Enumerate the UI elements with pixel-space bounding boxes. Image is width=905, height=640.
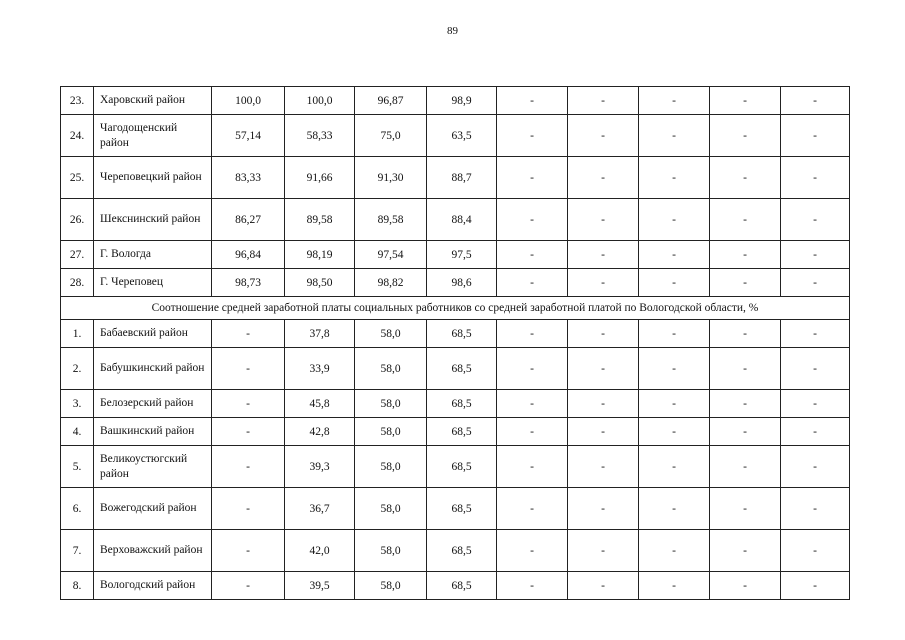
empty-value-cell: - xyxy=(710,320,781,348)
empty-value-cell: - xyxy=(568,115,639,157)
value-cell: 96,87 xyxy=(355,87,427,115)
value-cell: 58,0 xyxy=(355,488,427,530)
value-cell: - xyxy=(212,348,285,390)
empty-value-cell: - xyxy=(497,87,568,115)
empty-value-cell: - xyxy=(639,269,710,297)
value-cell: 75,0 xyxy=(355,115,427,157)
value-cell: - xyxy=(212,446,285,488)
empty-value-cell: - xyxy=(568,446,639,488)
empty-value-cell: - xyxy=(639,418,710,446)
empty-value-cell: - xyxy=(568,87,639,115)
empty-value-cell: - xyxy=(781,348,850,390)
row-number: 26. xyxy=(61,199,94,241)
empty-value-cell: - xyxy=(639,320,710,348)
empty-value-cell: - xyxy=(497,157,568,199)
value-cell: 68,5 xyxy=(427,390,497,418)
table-row xyxy=(61,572,850,600)
row-number: 25. xyxy=(61,157,94,199)
district-name: Вашкинский район xyxy=(94,418,212,446)
empty-value-cell: - xyxy=(781,418,850,446)
empty-value-cell: - xyxy=(639,446,710,488)
table-row xyxy=(61,115,850,157)
empty-value-cell: - xyxy=(568,530,639,572)
empty-value-cell: - xyxy=(639,572,710,600)
value-cell: 58,0 xyxy=(355,348,427,390)
district-name: Вологодский район xyxy=(94,572,212,600)
district-name: Чагодощенский район xyxy=(94,115,212,157)
empty-value-cell: - xyxy=(710,87,781,115)
empty-value-cell: - xyxy=(497,572,568,600)
value-cell: 96,84 xyxy=(212,241,285,269)
row-number: 7. xyxy=(61,530,94,572)
empty-value-cell: - xyxy=(781,241,850,269)
table-row xyxy=(61,390,850,418)
value-cell: 97,54 xyxy=(355,241,427,269)
table-row xyxy=(61,157,850,199)
empty-value-cell: - xyxy=(639,348,710,390)
row-number: 23. xyxy=(61,87,94,115)
value-cell: 98,19 xyxy=(285,241,355,269)
empty-value-cell: - xyxy=(639,115,710,157)
empty-value-cell: - xyxy=(710,348,781,390)
empty-value-cell: - xyxy=(497,269,568,297)
table-row xyxy=(61,199,850,241)
value-cell: 37,8 xyxy=(285,320,355,348)
empty-value-cell: - xyxy=(710,199,781,241)
empty-value-cell: - xyxy=(781,269,850,297)
row-number: 4. xyxy=(61,418,94,446)
value-cell: 58,0 xyxy=(355,418,427,446)
value-cell: 98,9 xyxy=(427,87,497,115)
empty-value-cell: - xyxy=(710,157,781,199)
district-name: Белозерский район xyxy=(94,390,212,418)
table-row xyxy=(61,530,850,572)
value-cell: 33,9 xyxy=(285,348,355,390)
value-cell: 68,5 xyxy=(427,418,497,446)
table-row xyxy=(61,348,850,390)
empty-value-cell: - xyxy=(639,390,710,418)
district-name: Череповецкий район xyxy=(94,157,212,199)
value-cell: 68,5 xyxy=(427,348,497,390)
value-cell: 36,7 xyxy=(285,488,355,530)
empty-value-cell: - xyxy=(781,488,850,530)
value-cell: 58,0 xyxy=(355,390,427,418)
empty-value-cell: - xyxy=(639,530,710,572)
empty-value-cell: - xyxy=(497,488,568,530)
district-name: Верховажский район xyxy=(94,530,212,572)
value-cell: 89,58 xyxy=(355,199,427,241)
empty-value-cell: - xyxy=(639,488,710,530)
table-row xyxy=(61,241,850,269)
value-cell: 91,66 xyxy=(285,157,355,199)
value-cell: 88,4 xyxy=(427,199,497,241)
value-cell: 98,73 xyxy=(212,269,285,297)
empty-value-cell: - xyxy=(710,418,781,446)
value-cell: 68,5 xyxy=(427,446,497,488)
empty-value-cell: - xyxy=(568,488,639,530)
empty-value-cell: - xyxy=(781,530,850,572)
table-row xyxy=(61,269,850,297)
empty-value-cell: - xyxy=(497,418,568,446)
value-cell: 58,33 xyxy=(285,115,355,157)
value-cell: 83,33 xyxy=(212,157,285,199)
table-row xyxy=(61,87,850,115)
empty-value-cell: - xyxy=(710,530,781,572)
value-cell: - xyxy=(212,320,285,348)
value-cell: 68,5 xyxy=(427,530,497,572)
empty-value-cell: - xyxy=(568,348,639,390)
value-cell: - xyxy=(212,488,285,530)
value-cell: 89,58 xyxy=(285,199,355,241)
value-cell: 39,5 xyxy=(285,572,355,600)
empty-value-cell: - xyxy=(710,446,781,488)
district-name: Бабушкинский район xyxy=(94,348,212,390)
empty-value-cell: - xyxy=(568,390,639,418)
row-number: 1. xyxy=(61,320,94,348)
empty-value-cell: - xyxy=(781,572,850,600)
empty-value-cell: - xyxy=(710,241,781,269)
empty-value-cell: - xyxy=(781,390,850,418)
value-cell: 58,0 xyxy=(355,320,427,348)
empty-value-cell: - xyxy=(497,320,568,348)
value-cell: 100,0 xyxy=(212,87,285,115)
district-name: Бабаевский район xyxy=(94,320,212,348)
table-row xyxy=(61,418,850,446)
empty-value-cell: - xyxy=(497,199,568,241)
empty-value-cell: - xyxy=(710,572,781,600)
district-name: Харовский район xyxy=(94,87,212,115)
empty-value-cell: - xyxy=(497,530,568,572)
row-number: 2. xyxy=(61,348,94,390)
empty-value-cell: - xyxy=(568,418,639,446)
empty-value-cell: - xyxy=(781,446,850,488)
empty-value-cell: - xyxy=(497,241,568,269)
value-cell: - xyxy=(212,572,285,600)
row-number: 3. xyxy=(61,390,94,418)
empty-value-cell: - xyxy=(568,241,639,269)
value-cell: - xyxy=(212,390,285,418)
row-number: 8. xyxy=(61,572,94,600)
empty-value-cell: - xyxy=(710,488,781,530)
page-number: 89 xyxy=(447,25,458,37)
empty-value-cell: - xyxy=(568,269,639,297)
value-cell: 58,0 xyxy=(355,530,427,572)
value-cell: 39,3 xyxy=(285,446,355,488)
value-cell: 86,27 xyxy=(212,199,285,241)
empty-value-cell: - xyxy=(781,320,850,348)
empty-value-cell: - xyxy=(497,115,568,157)
value-cell: 100,0 xyxy=(285,87,355,115)
value-cell: 98,82 xyxy=(355,269,427,297)
empty-value-cell: - xyxy=(639,87,710,115)
empty-value-cell: - xyxy=(497,446,568,488)
empty-value-cell: - xyxy=(568,199,639,241)
empty-value-cell: - xyxy=(710,390,781,418)
row-number: 27. xyxy=(61,241,94,269)
empty-value-cell: - xyxy=(568,157,639,199)
value-cell: 68,5 xyxy=(427,320,497,348)
value-cell: 91,30 xyxy=(355,157,427,199)
row-number: 28. xyxy=(61,269,94,297)
district-name: Шекснинский район xyxy=(94,199,212,241)
empty-value-cell: - xyxy=(781,87,850,115)
empty-value-cell: - xyxy=(639,241,710,269)
table-row xyxy=(61,320,850,348)
value-cell: 68,5 xyxy=(427,488,497,530)
empty-value-cell: - xyxy=(568,572,639,600)
value-cell: 98,6 xyxy=(427,269,497,297)
row-number: 24. xyxy=(61,115,94,157)
district-name: Г. Череповец xyxy=(94,269,212,297)
empty-value-cell: - xyxy=(497,348,568,390)
table-row xyxy=(61,446,850,488)
empty-value-cell: - xyxy=(568,320,639,348)
empty-value-cell: - xyxy=(781,199,850,241)
indicators-table xyxy=(60,86,850,600)
empty-value-cell: - xyxy=(781,115,850,157)
section-header-row xyxy=(61,297,850,320)
value-cell: 42,0 xyxy=(285,530,355,572)
empty-value-cell: - xyxy=(497,390,568,418)
empty-value-cell: - xyxy=(639,157,710,199)
value-cell: 45,8 xyxy=(285,390,355,418)
empty-value-cell: - xyxy=(781,157,850,199)
row-number: 5. xyxy=(61,446,94,488)
value-cell: 58,0 xyxy=(355,572,427,600)
table-body xyxy=(61,87,850,600)
value-cell: - xyxy=(212,530,285,572)
district-name: Великоустюгский район xyxy=(94,446,212,488)
value-cell: 58,0 xyxy=(355,446,427,488)
value-cell: 97,5 xyxy=(427,241,497,269)
empty-value-cell: - xyxy=(710,115,781,157)
value-cell: 98,50 xyxy=(285,269,355,297)
value-cell: 68,5 xyxy=(427,572,497,600)
value-cell: 88,7 xyxy=(427,157,497,199)
section-title: Соотношение средней заработной платы социальных работников со средней заработной платой по Вологодской области, % xyxy=(61,297,850,320)
district-name: Вожегодский район xyxy=(94,488,212,530)
empty-value-cell: - xyxy=(639,199,710,241)
value-cell: 42,8 xyxy=(285,418,355,446)
district-name: Г. Вологда xyxy=(94,241,212,269)
row-number: 6. xyxy=(61,488,94,530)
table-row xyxy=(61,488,850,530)
empty-value-cell: - xyxy=(710,269,781,297)
value-cell: 63,5 xyxy=(427,115,497,157)
value-cell: 57,14 xyxy=(212,115,285,157)
value-cell: - xyxy=(212,418,285,446)
